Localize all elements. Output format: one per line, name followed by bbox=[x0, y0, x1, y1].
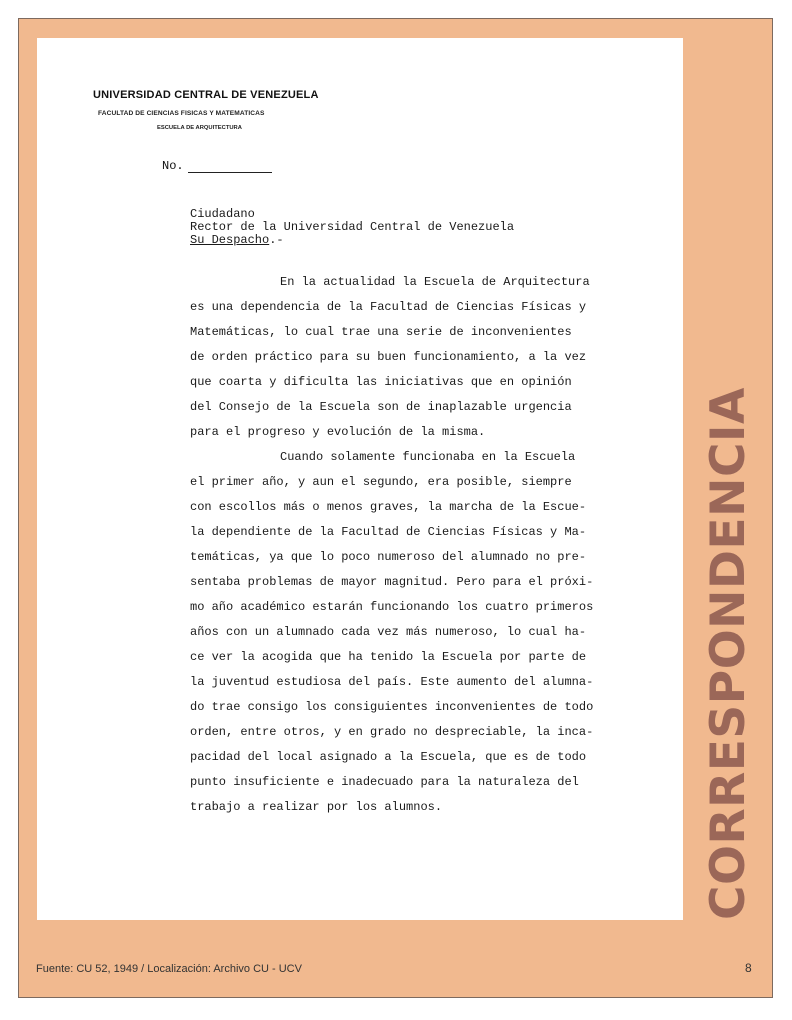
body-line: la juventud estudiosa del país. Este aumento del alumna- bbox=[190, 675, 594, 689]
letterhead-school: ESCUELA DE ARQUITECTURA bbox=[157, 125, 242, 131]
letterhead-university: UNIVERSIDAD CENTRAL DE VENEZUELA bbox=[93, 89, 319, 101]
reference-number-label: No. bbox=[162, 159, 184, 173]
body-line: Matemáticas, lo cual trae una serie de inconvenientes bbox=[190, 325, 572, 339]
body-line: orden, entre otros, y en grado no despreciable, la inca- bbox=[190, 725, 594, 739]
body-line: para el progreso y evolución de la misma. bbox=[190, 425, 486, 439]
letter-body bbox=[190, 270, 630, 820]
addressee-block bbox=[190, 208, 514, 247]
body-line: la dependiente de la Facultad de Ciencias Físicas y Ma- bbox=[190, 525, 587, 539]
body-line: temáticas, ya que lo poco numeroso del alumnado no pre- bbox=[190, 550, 587, 564]
body-line: el primer año, y aun el segundo, era posible, siempre bbox=[190, 475, 572, 489]
body-line: de orden práctico para su buen funcionamiento, a la vez bbox=[190, 350, 587, 364]
addressee-line: Ciudadano bbox=[190, 207, 255, 221]
letter-scan bbox=[37, 38, 683, 920]
body-line: do trae consigo los consiguientes inconvenientes de todo bbox=[190, 700, 594, 714]
addressee-suffix: .- bbox=[269, 233, 284, 247]
body-line: sentaba problemas de mayor magnitud. Pero para el próxi- bbox=[190, 575, 594, 589]
body-line: es una dependencia de la Facultad de Ciencias Físicas y bbox=[190, 300, 587, 314]
reference-number-line bbox=[188, 172, 272, 173]
addressee-line: Rector de la Universidad Central de Venezuela bbox=[190, 220, 515, 234]
body-line: Cuando solamente funcionaba en la Escuela bbox=[280, 450, 576, 464]
body-line: En la actualidad la Escuela de Arquitectura bbox=[280, 275, 590, 289]
body-line: ce ver la acogida que ha tenido la Escuela por parte de bbox=[190, 650, 587, 664]
body-line: años con un alumnado cada vez más numeroso, lo cual ha- bbox=[190, 625, 587, 639]
addressee-despacho: Su Despacho bbox=[190, 233, 270, 247]
side-section-title: CORRESPONDENCIA bbox=[701, 387, 756, 920]
body-line: trabajo a realizar por los alumnos. bbox=[190, 800, 443, 814]
letterhead-faculty: FACULTAD DE CIENCIAS FISICAS Y MATEMATICAS bbox=[98, 110, 265, 117]
body-line: pacidad del local asignado a la Escuela, que es de todo bbox=[190, 750, 587, 764]
body-line: punto insuficiente e inadecuado para la naturaleza del bbox=[190, 775, 579, 789]
body-line: con escollos más o menos graves, la marcha de la Escue- bbox=[190, 500, 587, 514]
addressee-line bbox=[190, 234, 514, 247]
source-caption: Fuente: CU 52, 1949 / Localización: Archivo CU - UCV bbox=[36, 963, 302, 975]
body-line: que coarta y dificulta las iniciativas que en opinión bbox=[190, 375, 572, 389]
body-line: del Consejo de la Escuela son de inaplazable urgencia bbox=[190, 400, 572, 414]
page-number: 8 bbox=[745, 961, 752, 975]
body-line: mo año académico estarán funcionando los cuatro primeros bbox=[190, 600, 594, 614]
